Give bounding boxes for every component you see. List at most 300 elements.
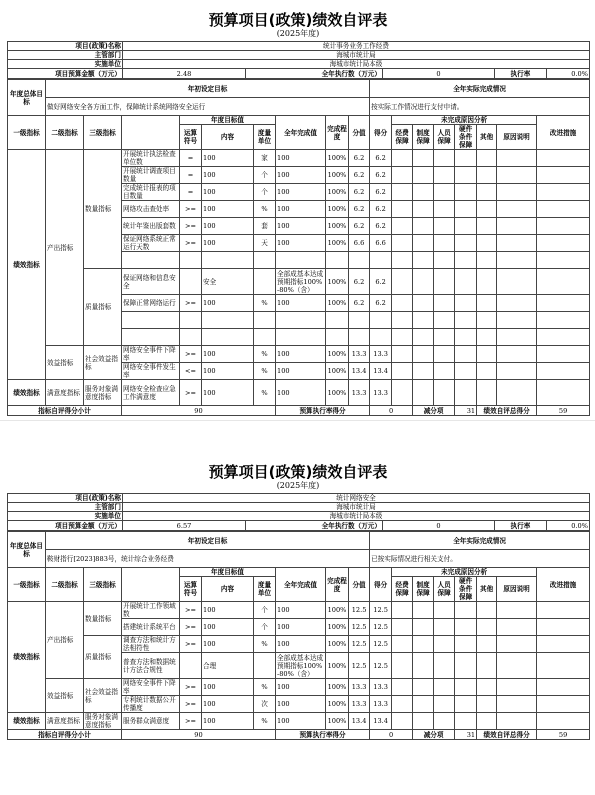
indicator-score	[370, 252, 392, 269]
deduct-label: 减分项	[413, 406, 455, 416]
form-title: 预算项目(政策)绩效自评表	[208, 11, 388, 29]
blank-measures	[537, 363, 590, 380]
indicator-score	[370, 312, 392, 329]
lvl3-cell: 质量指标	[84, 636, 122, 679]
indicator-score-value: 13.3	[349, 380, 370, 406]
indicator-op: >=	[180, 713, 202, 730]
indicator-full-year: 全部成基本达成预期指标100%-80%（含）	[276, 269, 326, 295]
blank-staff	[434, 167, 455, 184]
blank-measures	[537, 380, 590, 406]
blank-staff	[434, 184, 455, 201]
indicator-full-year: 100	[276, 602, 326, 619]
lvl1-cell: 绩效指标	[8, 713, 46, 730]
indicator-content: 100	[202, 713, 254, 730]
blank-reason	[497, 201, 537, 218]
indicator-completion	[326, 329, 349, 346]
blank-other	[477, 150, 497, 167]
indicator-unit	[254, 252, 276, 269]
blank-staff	[434, 346, 455, 363]
blank-other	[477, 363, 497, 380]
indicator-content: 合理	[202, 653, 254, 679]
blank-staff	[434, 329, 455, 346]
blank-system	[413, 201, 434, 218]
indicator-full-year	[276, 329, 326, 346]
blank-reason	[497, 218, 537, 235]
blank-hardware	[455, 167, 477, 184]
annual-goal-label: 年度总体目标	[8, 532, 46, 568]
indicator-score: 6.2	[370, 167, 392, 184]
blank-other	[477, 312, 497, 329]
table-row	[8, 636, 590, 653]
indicator-completion	[326, 312, 349, 329]
evaluation-form-2	[7, 463, 589, 740]
lvl3-cell: 数量指标	[84, 602, 122, 636]
indicator-score-value	[349, 312, 370, 329]
lvl2-cell: 产出指标	[46, 602, 84, 679]
col-unfinished: 未完成原因分析	[392, 568, 537, 577]
actual-result-header: 全年实际完成情况	[370, 532, 590, 550]
blank-measures	[537, 329, 590, 346]
dept-label: 主管部门	[8, 503, 123, 512]
blank-system	[413, 713, 434, 730]
blank-staff	[434, 150, 455, 167]
indicator-full-year: 100	[276, 346, 326, 363]
blank-system	[413, 380, 434, 406]
blank-system	[413, 329, 434, 346]
lvl2-cell: 效益指标	[46, 679, 84, 713]
performance-table	[7, 79, 590, 416]
actual-result-text: 按实际工作情况进行支付申请。	[370, 98, 590, 116]
blank-reason	[497, 679, 537, 696]
total-label: 绩效自评总得分	[477, 406, 537, 416]
blank-other	[477, 346, 497, 363]
col-lvl2: 二级指标	[46, 568, 84, 602]
unit-label: 实施单位	[8, 512, 123, 521]
blank-reason	[497, 653, 537, 679]
blank-hardware	[455, 184, 477, 201]
deduct-label: 减分项	[413, 730, 455, 740]
annual-goal-label: 年度总体目标	[8, 80, 46, 116]
lvl3-cell: 数量指标	[84, 150, 122, 269]
blank-other	[477, 167, 497, 184]
col-lvl3: 三级指标	[84, 568, 122, 602]
budget-exec-score-value: 0	[370, 730, 413, 740]
blank-hardware	[455, 380, 477, 406]
blank-hardware	[455, 312, 477, 329]
blank-reason	[497, 295, 537, 312]
indicator-full-year: 100	[276, 380, 326, 406]
blank-measures	[537, 201, 590, 218]
indicator-unit	[254, 329, 276, 346]
indicator-score: 6.6	[370, 235, 392, 252]
indicator-unit: 次	[254, 696, 276, 713]
blank-fund	[392, 713, 413, 730]
dept-value: 海城市统计局	[123, 51, 590, 60]
blank-hardware	[455, 346, 477, 363]
indicator-unit: %	[254, 295, 276, 312]
indicator-score: 12.5	[370, 636, 392, 653]
indicator-score-value: 6.2	[349, 184, 370, 201]
blank-system	[413, 602, 434, 619]
blank-other	[477, 201, 497, 218]
lvl1-cell: 绩效指标	[8, 150, 46, 380]
indicator-score: 6.2	[370, 201, 392, 218]
total-label: 绩效自评总得分	[477, 730, 537, 740]
indicator-name: 网络安全检查应急工作满意度	[122, 380, 180, 406]
indicator-content: 100	[202, 679, 254, 696]
blank-reason	[497, 150, 537, 167]
blank-staff	[434, 252, 455, 269]
indicator-full-year: 100	[276, 184, 326, 201]
indicator-score: 12.5	[370, 653, 392, 679]
indicator-unit	[254, 269, 276, 295]
indicator-name	[122, 329, 180, 346]
indicator-unit: 个	[254, 602, 276, 619]
indicator-unit: 天	[254, 235, 276, 252]
col-fund: 经费保障	[392, 577, 413, 602]
indicator-op: >=	[180, 346, 202, 363]
blank-system	[413, 252, 434, 269]
blank-hardware	[455, 602, 477, 619]
col-score: 得分	[370, 568, 392, 602]
indicator-score-value: 12.5	[349, 653, 370, 679]
blank-reason	[497, 329, 537, 346]
indicator-name: 普查方法和数据统计方法合规性	[122, 653, 180, 679]
blank-fund	[392, 252, 413, 269]
self-score-label: 指标自评得分小计	[8, 406, 122, 416]
col-completion: 完成程度	[326, 116, 349, 150]
blank-measures	[537, 653, 590, 679]
col-score-value: 分值	[349, 116, 370, 150]
indicator-completion: 100%	[326, 363, 349, 380]
indicator-score: 13.4	[370, 363, 392, 380]
blank-staff	[434, 380, 455, 406]
indicator-content	[202, 252, 254, 269]
indicator-full-year: 100	[276, 167, 326, 184]
indicator-score-value: 12.5	[349, 619, 370, 636]
initial-goal-header: 年初设定目标	[46, 80, 370, 98]
blank-hardware	[455, 619, 477, 636]
total-value: 59	[537, 730, 590, 740]
exec-rate-value: 0.0%	[571, 69, 588, 78]
indicator-completion: 100%	[326, 602, 349, 619]
indicator-score: 13.3	[370, 696, 392, 713]
blank-staff	[434, 235, 455, 252]
blank-measures	[537, 184, 590, 201]
indicator-score: 12.5	[370, 619, 392, 636]
indicator-unit: 个	[254, 167, 276, 184]
form-title: 预算项目(政策)绩效自评表	[208, 463, 388, 481]
project-name-label: 项目(政策)名称	[8, 494, 123, 503]
indicator-name: 开展统计工作领域数	[122, 602, 180, 619]
blank-system	[413, 653, 434, 679]
blank-fund	[392, 295, 413, 312]
blank-other	[477, 696, 497, 713]
col-reason: 原因说明	[497, 577, 537, 602]
indicator-name: 保障正常网络运行	[122, 295, 180, 312]
lvl3-cell: 服务对象满意度指标	[84, 380, 122, 406]
lvl1-cell: 绩效指标	[8, 380, 46, 406]
blank-other	[477, 713, 497, 730]
blank-reason	[497, 619, 537, 636]
blank-reason	[497, 235, 537, 252]
blank-reason	[497, 380, 537, 406]
blank-staff	[434, 312, 455, 329]
indicator-completion: 100%	[326, 346, 349, 363]
blank-measures	[537, 679, 590, 696]
col-lvl1: 一级指标	[8, 568, 46, 602]
project-info-table	[7, 41, 590, 79]
blank-measures	[537, 713, 590, 730]
dept-label: 主管部门	[8, 51, 123, 60]
blank-measures	[537, 150, 590, 167]
indicator-full-year: 100	[276, 150, 326, 167]
indicator-op	[180, 653, 202, 679]
table-row	[8, 150, 590, 167]
indicator-content: 100	[202, 167, 254, 184]
indicator-score: 6.2	[370, 150, 392, 167]
indicator-content: 100	[202, 602, 254, 619]
indicator-full-year: 全部成基本达成预期指标100%-80%（含）	[276, 653, 326, 679]
blank-hardware	[455, 653, 477, 679]
indicator-full-year: 100	[276, 218, 326, 235]
indicator-completion: 100%	[326, 653, 349, 679]
col-other: 其他	[477, 577, 497, 602]
blank-fund	[392, 679, 413, 696]
col-system: 制度保障	[413, 577, 434, 602]
indicator-score: 6.2	[370, 295, 392, 312]
table-row	[8, 380, 590, 406]
indicator-completion: 100%	[326, 218, 349, 235]
blank-fund	[392, 329, 413, 346]
blank-hardware	[455, 696, 477, 713]
table-row	[8, 269, 590, 295]
blank-other	[477, 679, 497, 696]
blank-fund	[392, 312, 413, 329]
indicator-completion: 100%	[326, 696, 349, 713]
blank-reason	[497, 312, 537, 329]
indicator-unit: %	[254, 679, 276, 696]
indicator-score	[370, 329, 392, 346]
unit-label: 实施单位	[8, 60, 123, 69]
indicator-score: 13.4	[370, 713, 392, 730]
indicator-content: 100	[202, 363, 254, 380]
indicator-content: 100	[202, 201, 254, 218]
annual-exec-label: 全年执行数（万元）	[246, 521, 383, 531]
blank-other	[477, 380, 497, 406]
indicator-full-year: 100	[276, 363, 326, 380]
blank-staff	[434, 619, 455, 636]
blank-fund	[392, 636, 413, 653]
indicator-name: 保证网络和信息安全	[122, 269, 180, 295]
blank-hardware	[455, 679, 477, 696]
indicator-name: 保证网络系统正常运行天数	[122, 235, 180, 252]
blank-other	[477, 329, 497, 346]
indicator-name: 网络攻击查处率	[122, 201, 180, 218]
lvl2-cell: 满意度指标	[46, 713, 84, 730]
unit-value: 海城市统计局本级	[123, 60, 590, 69]
blank-other	[477, 295, 497, 312]
indicator-content	[202, 312, 254, 329]
col-full-year: 全年完成值	[276, 568, 326, 602]
blank-fund	[392, 269, 413, 295]
blank-system	[413, 235, 434, 252]
blank-reason	[497, 696, 537, 713]
indicator-op: =	[180, 184, 202, 201]
col-lvl2: 二级指标	[46, 116, 84, 150]
blank-measures	[537, 252, 590, 269]
indicator-name	[122, 312, 180, 329]
indicator-score-value: 6.6	[349, 235, 370, 252]
blank-other	[477, 636, 497, 653]
indicator-name: 网络安全事件发生率	[122, 363, 180, 380]
blank-hardware	[455, 218, 477, 235]
blank-other	[477, 269, 497, 295]
col-indicator	[122, 116, 180, 150]
budget-value: 6.57	[123, 521, 246, 531]
indicator-op	[180, 269, 202, 295]
blank-hardware	[455, 235, 477, 252]
col-completion: 完成程度	[326, 568, 349, 602]
evaluation-form-1	[7, 11, 589, 416]
blank-system	[413, 636, 434, 653]
col-staff: 人员保障	[434, 125, 455, 150]
indicator-unit: 套	[254, 218, 276, 235]
initial-goal-header: 年初设定目标	[46, 532, 370, 550]
indicator-score-value	[349, 252, 370, 269]
self-score-value: 90	[122, 730, 276, 740]
blank-reason	[497, 252, 537, 269]
blank-staff	[434, 653, 455, 679]
col-unfinished: 未完成原因分析	[392, 116, 537, 125]
col-hardware: 硬件条件保障	[455, 577, 477, 602]
indicator-completion: 100%	[326, 269, 349, 295]
indicator-unit: %	[254, 201, 276, 218]
col-measures: 改进措施	[537, 116, 590, 150]
indicator-name: 开展统计执法检查单位数	[122, 150, 180, 167]
blank-reason	[497, 602, 537, 619]
blank-system	[413, 167, 434, 184]
blank-staff	[434, 201, 455, 218]
self-score-label: 指标自评得分小计	[8, 730, 122, 740]
blank-measures	[537, 295, 590, 312]
exec-rate-label: 执行率	[495, 521, 546, 530]
initial-goal-text: 鞍财指行[2023]883号，统计综合业务经费	[46, 550, 370, 568]
indicator-op	[180, 329, 202, 346]
indicator-name: 网络安全事件下降率	[122, 346, 180, 363]
lvl2-cell: 满意度指标	[46, 380, 84, 406]
actual-result-header: 全年实际完成情况	[370, 80, 590, 98]
blank-other	[477, 653, 497, 679]
annual-exec-value: 0	[383, 521, 495, 531]
indicator-score-value: 6.2	[349, 218, 370, 235]
blank-hardware	[455, 363, 477, 380]
indicator-content: 100	[202, 235, 254, 252]
blank-other	[477, 252, 497, 269]
blank-staff	[434, 713, 455, 730]
col-measures: 改进措施	[537, 568, 590, 602]
blank-system	[413, 184, 434, 201]
indicator-unit: %	[254, 363, 276, 380]
blank-fund	[392, 602, 413, 619]
indicator-name: 完成统计报表的项目数量	[122, 184, 180, 201]
table-row	[8, 679, 590, 696]
indicator-full-year: 100	[276, 295, 326, 312]
indicator-score-value	[349, 329, 370, 346]
col-reason: 原因说明	[497, 125, 537, 150]
self-score-value: 90	[122, 406, 276, 416]
blank-system	[413, 619, 434, 636]
col-annual-value: 年度目标值	[180, 568, 276, 577]
blank-fund	[392, 201, 413, 218]
indicator-content: 100	[202, 696, 254, 713]
blank-hardware	[455, 713, 477, 730]
indicator-score: 13.3	[370, 380, 392, 406]
indicator-unit: 家	[254, 150, 276, 167]
indicator-op: =	[180, 150, 202, 167]
col-annual-value: 年度目标值	[180, 116, 276, 125]
indicator-op: >=	[180, 619, 202, 636]
indicator-score: 13.3	[370, 346, 392, 363]
col-op: 运算符号	[180, 125, 202, 150]
indicator-full-year	[276, 252, 326, 269]
blank-other	[477, 184, 497, 201]
blank-system	[413, 218, 434, 235]
indicator-op: =	[180, 167, 202, 184]
budget-label: 项目预算金额（万元）	[8, 69, 123, 79]
blank-system	[413, 346, 434, 363]
indicator-score-value: 12.5	[349, 602, 370, 619]
col-staff: 人员保障	[434, 577, 455, 602]
col-content: 内容	[202, 577, 254, 602]
indicator-full-year: 100	[276, 696, 326, 713]
indicator-content: 100	[202, 380, 254, 406]
blank-measures	[537, 312, 590, 329]
indicator-name: 服务群众满意度	[122, 713, 180, 730]
blank-staff	[434, 636, 455, 653]
blank-staff	[434, 269, 455, 295]
indicator-completion: 100%	[326, 636, 349, 653]
blank-measures	[537, 346, 590, 363]
indicator-unit: %	[254, 713, 276, 730]
blank-fund	[392, 653, 413, 679]
indicator-name: 统计年鉴出版套数	[122, 218, 180, 235]
col-other: 其他	[477, 125, 497, 150]
performance-table	[7, 531, 590, 740]
lvl3-cell: 服务对象满意度指标	[84, 713, 122, 730]
blank-measures	[537, 696, 590, 713]
indicator-unit	[254, 312, 276, 329]
indicator-content: 100	[202, 150, 254, 167]
indicator-name: 专利统计数据公开传播度	[122, 696, 180, 713]
lvl3-cell: 社会效益指标	[84, 679, 122, 713]
total-value: 59	[537, 406, 590, 416]
blank-measures	[537, 167, 590, 184]
indicator-score-value: 6.2	[349, 167, 370, 184]
indicator-content	[202, 329, 254, 346]
col-full-year: 全年完成值	[276, 116, 326, 150]
indicator-completion: 100%	[326, 679, 349, 696]
blank-reason	[497, 636, 537, 653]
col-indicator	[122, 568, 180, 602]
blank-system	[413, 363, 434, 380]
indicator-unit	[254, 653, 276, 679]
blank-staff	[434, 363, 455, 380]
blank-system	[413, 269, 434, 295]
blank-measures	[537, 235, 590, 252]
indicator-completion: 100%	[326, 167, 349, 184]
blank-other	[477, 218, 497, 235]
